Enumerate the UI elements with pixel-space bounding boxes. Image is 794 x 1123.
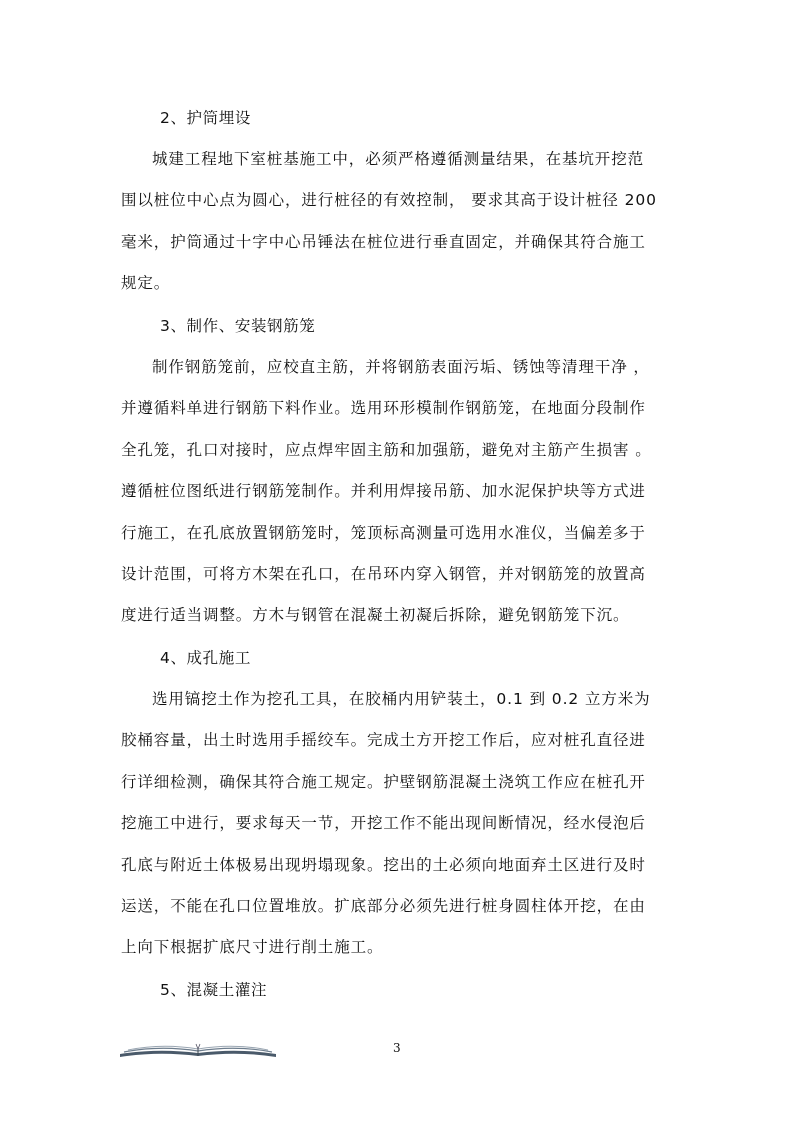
text-line: 运送，不能在孔口位置堆放。扩底部分必须先进行桩身圆柱体开挖，在由 [121,897,646,916]
text-line: 遵循桩位图纸进行钢筋笼制作。并利用焊接吊筋、加水泥保护块等方式进 [121,482,646,501]
text-line: 行施工，在孔底放置钢筋笼时，笼顶标高测量可选用水准仪，当偏差多于 [121,523,646,542]
page-number: 3 [393,1041,401,1055]
text-line: 胶桶容量，出土时选用手摇绞车。完成土方开挖工作后，应对桩孔直径进 [121,731,646,750]
text-line: 上向下根据扩底尺寸进行削土施工。 [121,938,384,957]
open-book-icon [118,1040,278,1060]
text-line: 并遵循料单进行钢筋下料作业。选用环形模制作钢筋笼，在地面分段制作 [121,399,646,418]
text-line: 选用镐挖土作为挖孔工具，在胶桶内用铲装土，0.1 到 0.2 立方米为 [152,690,651,708]
section-heading-3: 3、制作、安装钢筋笼 [160,317,316,335]
text-line: 制作钢筋笼前，应校直主筋，并将钢筋表面污垢、锈蚀等清理干净 ， [152,358,650,376]
text-line: 全孔笼，孔口对接时，应点焊牢固主筋和加强筋，避免对主筋产生损害 。 [121,440,652,459]
section-body-3 [121,347,681,637]
section-body-2 [121,139,681,305]
text-line: 围以桩位中心点为圆心，进行桩径的有效控制， 要求其高于设计桩径 200 [121,191,657,210]
text-line: 孔底与附近土体极易出现坍塌现象。挖出的土必须向地面弃土区进行及时 [121,855,646,874]
section-body-4 [121,679,681,969]
section-heading-4: 4、成孔施工 [160,649,251,667]
text-line: 度进行适当调整。方木与钢管在混凝土初凝后拆除，避免钢筋笼下沉。 [121,606,630,625]
text-line: 挖施工中进行，要求每天一节，开挖工作不能出现间断情况，经水侵泡后 [121,814,646,833]
text-line: 城建工程地下室桩基施工中，必须严格遵循测量结果，在基坑开挖范 [152,150,645,168]
text-line: 设计范围，可将方木架在孔口，在吊环内穿入钢管，并对钢筋笼的放置高 [121,565,646,584]
text-line: 规定。 [121,274,171,293]
section-heading-5: 5、混凝土灌注 [160,981,268,999]
text-line: 行详细检测，确保其符合施工规定。护壁钢筋混凝土浇筑工作应在桩孔开 [121,772,646,791]
text-line: 毫米，护筒通过十字中心吊锤法在桩位进行垂直固定，并确保其符合施工 [121,232,646,251]
section-heading-2: 2、护筒埋设 [160,109,251,127]
